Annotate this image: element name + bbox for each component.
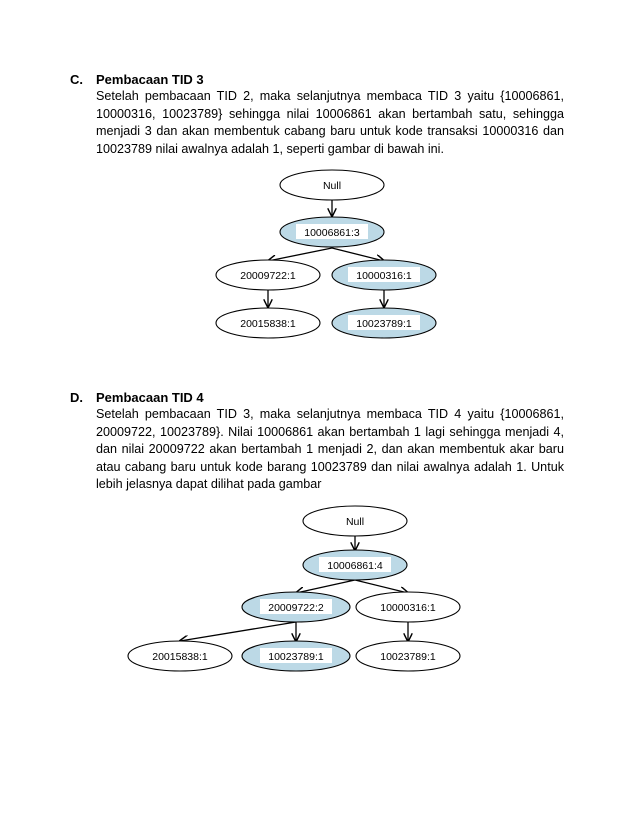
tree-d-node-left-right-label: 10023789:1 [268, 651, 324, 663]
tree-d-node-level1-label: 10006861:4 [327, 560, 383, 572]
tree-d-node-root [303, 506, 407, 536]
tree-d-node-left-label: 20009722:2 [268, 602, 324, 614]
tree-d-node-right-label: 10000316:1 [380, 602, 436, 614]
tree-c-edge-level1-left [268, 248, 332, 261]
tree-d-node-right-child-label: 10023789:1 [380, 651, 436, 663]
tree-c-edge-level1-right [332, 248, 384, 261]
tree-c-node-right [332, 260, 436, 290]
tree-c-diagram [216, 170, 436, 338]
section-c-title: Pembacaan TID 3 [96, 72, 204, 87]
tree-c-node-level1-label: 10006861:3 [304, 227, 360, 239]
section-c-paragraph: Setelah pembacaan TID 2, maka selanjutnya membaca TID 3 yaitu {10006861, 10000316, 10023789} sehingga nilai 10006861 akan bertambah satu, sehingga menjadi 3 dan akan membentuk cabang baru untuk kode transaksi 10000316 dan 10023789 nilai awalnya adalah 1, seperti gambar di bawah ini. [96, 89, 564, 156]
section-d-letter: D. [70, 390, 83, 405]
tree-d-node-left [242, 592, 350, 622]
tree-c-node-root-label: Null [322, 180, 342, 192]
tree-d-edge-left-left [180, 622, 296, 641]
tree-c-node-right-label: 10000316:1 [356, 270, 412, 282]
tree-c-node-right-child-label: 10023789:1 [356, 318, 412, 330]
tree-c-node-left [216, 260, 320, 290]
tree-c-node-root [280, 170, 384, 200]
tree-c-node-left-label: 20009722:1 [240, 270, 296, 282]
tree-d-node-left-left [128, 641, 232, 671]
tree-d-edge-level1-right [355, 580, 408, 593]
tree-d-node-level1 [303, 550, 407, 580]
tree-d-diagram [128, 506, 460, 671]
tree-c-node-left-child-label: 20015838:1 [240, 318, 296, 330]
section-d-paragraph: Setelah pembacaan TID 3, maka selanjutnya membaca TID 4 yaitu {10006861, 20009722, 10023789}. Nilai 10006861 akan bertambah 1 lagi sehingga menjadi 4, dan nilai 20009722 akan bertambah 1 menjadi 2, dan akan membentuk akar baru atau cabang baru untuk kode barang 10023789 dan nilai awalnya adalah 1. Untuk lebih jelasnya dapat dilihat pada gambar [96, 407, 564, 491]
tree-d-node-root-label: Null [345, 516, 365, 528]
tree-d-edge-level1-left [296, 580, 355, 593]
section-d-title: Pembacaan TID 4 [96, 390, 204, 405]
tree-d-node-left-left-label: 20015838:1 [152, 651, 208, 663]
tree-c-node-right-child [332, 308, 436, 338]
tree-c-node-level1 [280, 217, 384, 247]
tree-c-node-left-child [216, 308, 320, 338]
tree-d-node-right [356, 592, 460, 622]
tree-d-node-left-right [242, 641, 350, 671]
section-c-letter: C. [70, 72, 83, 87]
tree-d-node-right-child [356, 641, 460, 671]
